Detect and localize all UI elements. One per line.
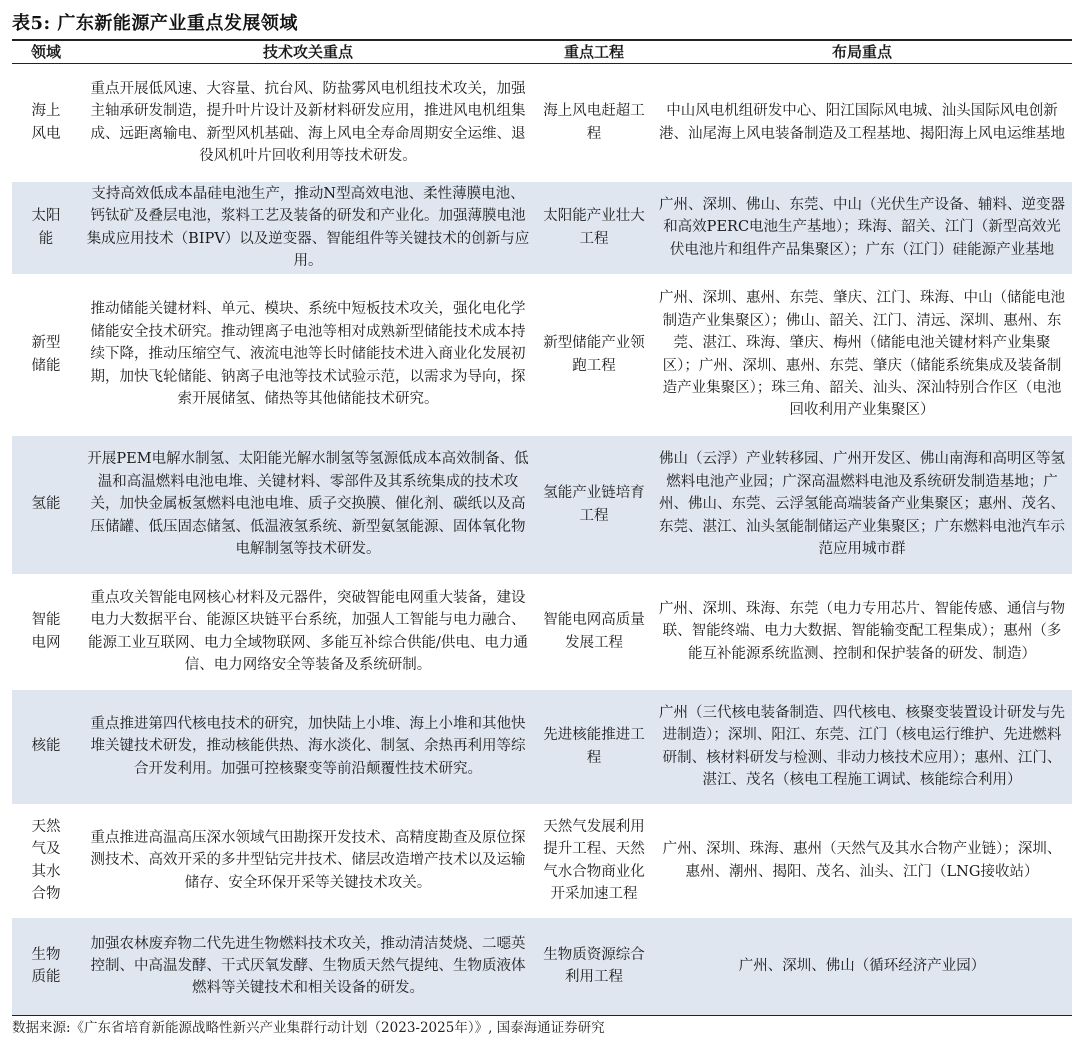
- cell-tech: 重点攻关智能电网核心材料及元器件，突破智能电网重大装备，建设电力大数据平台、能源区块链平台系统，加强人工智能与电力融合、能源工业互联网、电力全域物联网、多能互补综合供能/供电、电力通信、电力网络安全等装备及系统研制。: [88, 589, 528, 673]
- cell-field: 核能: [12, 690, 80, 804]
- table-header-row: [12, 40, 1072, 64]
- cell-tech: 重点开展低风速、大容量、抗台风、防盐雾风电机组技术攻关，加强主轴承研发制造，提升叶片设计及新材料研发应用，推进风电机组集成、远距离输电、新型风机基础、海上风电全寿命周期安全运维、退役风机叶片回收利用等技术研发。: [90, 80, 526, 165]
- cell-tech: 重点推进第四代核电技术的研究，加快陆上小堆、海上小堆和其他快堆关键技术研发，推动核能供热、海水淡化、制氢、余热再利用等综合开发利用。加强可控核聚变等前沿颠覆性技术研究。: [80, 690, 536, 804]
- cell-layout: 广州、深圳、佛山（循环经济产业园）: [652, 918, 1072, 1016]
- header-layout: 布局重点: [652, 40, 1072, 64]
- cell-layout: 广州（三代核电装备制造、四代核电、核聚变装置设计研发与先进制造）；深圳、阳江、东莞、江门（核电运行维护、先进燃料研制、核材料研发与检测、非动力核技术应用）；惠州、江门、湛江、茂名（核电工程施工调试、核能综合利用）: [652, 690, 1072, 804]
- cell-layout: 广州、深圳、佛山、东莞、中山（光伏生产设备、辅料、逆变器和高效PERC电池生产基地）；珠海、韶关、江门（新型高效光伏电池片和组件产品集聚区）；广东（江门）硅能源产业基地: [652, 182, 1072, 274]
- cell-layout: 广州、深圳、惠州、东莞、肇庆、江门、珠海、中山（储能电池制造产业集聚区）；佛山、韶关、江门、清远、深圳、惠州、东莞、湛江、珠海、肇庆、梅州（储能电池关键材料产业集聚区）；广州、深圳、惠州、东莞、肇庆（储能系统集成及装备制造产业集聚区）；珠三角、韶关、汕头、深汕特别合作区（电池回收利用产业集聚区）: [659, 290, 1065, 419]
- cell-project: 智能电网高质量发展工程: [543, 612, 645, 651]
- data-source-note: 数据来源:《广东省培育新能源战略性新兴产业集群行动计划（2023-2025年）》, 国泰海通证券研究: [12, 1020, 605, 1036]
- cell-field: 天然 气及 其水 合物: [31, 818, 61, 902]
- cell-field: 智能 电网: [31, 612, 61, 651]
- cell-tech: 开展PEM电解水制氢、太阳能光解水制氢等氢源低成本高效制备、低温和高温燃料电池电堆、关键材料、零部件及其系统集成的技术攻关，加快金属板氢燃料电池电堆、质子交换膜、催化剂、碳纸以及高压储罐、低压固态储氢、低温液氢系统、新型氨氢能源、固体氧化物电解制氢等技术研发。: [80, 436, 536, 574]
- table-row: [12, 804, 1072, 918]
- energy-fields-table: [12, 39, 1072, 1016]
- cell-field: 生物 质能: [12, 918, 80, 1016]
- cell-field: 太阳 能: [12, 182, 80, 274]
- table-row: [12, 918, 1072, 1016]
- cell-tech: 推动储能关键材料、单元、模块、系统中短板技术攻关，强化电化学储能安全技术研究。推动锂离子电池等相对成熟新型储能技术成本持续下降，推动压缩空气、液流电池等长时储能技术进入商业化发展初期，加快飞轮储能、钠离子电池等技术试验示范，以需求为导向，探索开展储氢、储热等其他储能技术研究。: [90, 301, 526, 408]
- cell-project: 太阳能产业壮大工程: [536, 182, 652, 274]
- cell-field: 氢能: [12, 436, 80, 574]
- cell-layout: 中山风电机组研发中心、阳江国际风电城、汕头国际风电创新港、汕尾海上风电装备制造及工程基地、揭阳海上风电运维基地: [659, 103, 1065, 142]
- table-title: 表5: 广东新能源产业重点发展领域: [12, 13, 298, 34]
- cell-project: 先进核能推进工程: [536, 690, 652, 804]
- cell-tech: 支持高效低成本晶硅电池生产，推动N型高效电池、柔性薄膜电池、钙钛矿及叠层电池，浆料工艺及装备的研发和产业化。加强薄膜电池集成应用技术（BIPV）以及逆变器、智能组件等关键技术的创新与应用。: [80, 182, 536, 274]
- header-field: 领域: [12, 40, 80, 64]
- cell-layout: 佛山（云浮）产业转移园、广州开发区、佛山南海和高明区等氢燃料电池产业园；广深高温燃料电池及系统研发制造基地；广州、佛山、东莞、云浮氢能高端装备产业集聚区；惠州、茂名、东莞、湛江、汕头氢能制储运产业集聚区；广东燃料电池汽车示范应用城市群: [652, 436, 1072, 574]
- cell-project: 天然气发展利用提升工程、天然气水合物商业化开采加速工程: [543, 818, 645, 902]
- cell-layout: 广州、深圳、珠海、东莞（电力专用芯片、智能传感、通信与物联、智能终端、电力大数据、智能输变配工程集成）；惠州（多能互补能源系统监测、控制和保护装备的研发、制造）: [659, 600, 1065, 662]
- table-row: [12, 182, 1072, 274]
- table-row: [12, 574, 1072, 690]
- cell-field: 海上 风电: [31, 103, 61, 142]
- cell-tech: 加强农林废弃物二代先进生物燃料技术攻关，推动清洁焚烧、二噁英控制、中高温发酵、干式厌氧发酵、生物质天然气提纯、生物质液体燃料等关键技术和相关设备的研发。: [80, 918, 536, 1016]
- cell-layout: 广州、深圳、珠海、惠州（天然气及其水合物产业链）；深圳、惠州、潮州、揭阳、茂名、汕头、江门（LNG接收站）: [662, 841, 1062, 880]
- cell-tech: 重点推进高温高压深水领域气田勘探开发技术、高精度勘查及原位探测技术、高效开采的多井型钻完井技术、储层改造增产技术以及运输储存、安全环保开采等关键技术攻关。: [90, 829, 526, 891]
- table-row: [12, 436, 1072, 574]
- header-tech: 技术攻关重点: [80, 40, 536, 64]
- table-row: [12, 690, 1072, 804]
- cell-project: 新型储能产业领跑工程: [543, 335, 645, 374]
- cell-field: 新型 储能: [31, 335, 61, 374]
- table-row: [12, 274, 1072, 436]
- cell-project: 氢能产业链培育工程: [536, 436, 652, 574]
- cell-project: 生物质资源综合利用工程: [536, 918, 652, 1016]
- cell-project: 海上风电赶超工程: [543, 103, 645, 142]
- table-row: [12, 64, 1072, 182]
- header-project: 重点工程: [536, 40, 652, 64]
